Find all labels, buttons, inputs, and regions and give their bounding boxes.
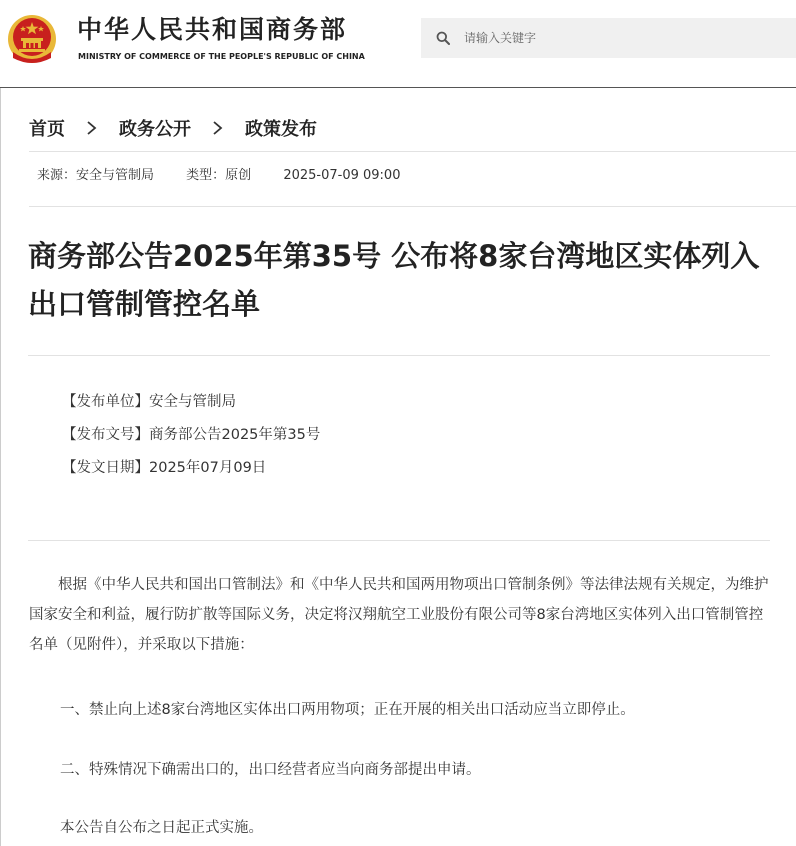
meta-divider	[29, 206, 796, 207]
chevron-right-icon	[79, 119, 105, 137]
info-issue-date: 【发文日期】2025年07月09日	[62, 460, 267, 476]
search-input[interactable]	[464, 18, 784, 58]
meta-type: 类型：原创	[186, 168, 252, 183]
meta-datetime: 2025-07-09 09:00	[283, 168, 401, 183]
breadcrumb-government-affairs[interactable]: 政务公开	[119, 119, 191, 140]
content-left-border	[0, 88, 1, 846]
chevron-right-icon	[205, 119, 231, 137]
national-emblem-icon	[7, 12, 57, 66]
article-paragraph: 本公告自公布之日起正式实施。	[60, 820, 263, 836]
search-box	[421, 18, 796, 58]
info-divider	[28, 540, 770, 541]
meta-source: 来源：安全与管制局	[37, 168, 155, 183]
article-paragraph: 二、特殊情况下确需出口的，出口经营者应当向商务部提出申请。	[60, 762, 481, 778]
article-paragraph: 根据《中华人民共和国出口管制法》和《中华人民共和国两用物项出口管制条例》等法律法规有关规定，为维护国家安全和利益，履行防扩散等国际义务，决定将汉翔航空工业股份有限公司等8家台湾地区实体列入出口管制管控名单（见附件），并采取以下措施：	[29, 577, 769, 653]
info-publishing-unit: 【发布单位】安全与管制局	[62, 394, 236, 410]
breadcrumb-divider	[29, 151, 796, 152]
title-divider	[28, 355, 770, 356]
site-name-en: MINISTRY OF COMMERCE OF THE PEOPLE'S REPUBLIC OF CHINA	[78, 52, 365, 61]
site-header	[0, 0, 796, 88]
site-name-cn: 中华人民共和国商务部	[77, 15, 348, 44]
article-title: 商务部公告2025年第35号 公布将8家台湾地区实体列入出口管制管控名单	[28, 239, 760, 321]
article-meta	[37, 166, 400, 186]
search-icon[interactable]	[436, 31, 450, 45]
document-info	[62, 386, 320, 485]
info-document-number: 【发布文号】商务部公告2025年第35号	[62, 427, 321, 443]
breadcrumb	[29, 115, 317, 143]
breadcrumb-home[interactable]: 首页	[29, 119, 65, 140]
breadcrumb-policy-release[interactable]: 政策发布	[245, 119, 317, 140]
header-divider	[0, 87, 796, 88]
article-paragraph: 一、禁止向上述8家台湾地区实体出口两用物项；正在开展的相关出口活动应当立即停止。	[60, 702, 635, 718]
